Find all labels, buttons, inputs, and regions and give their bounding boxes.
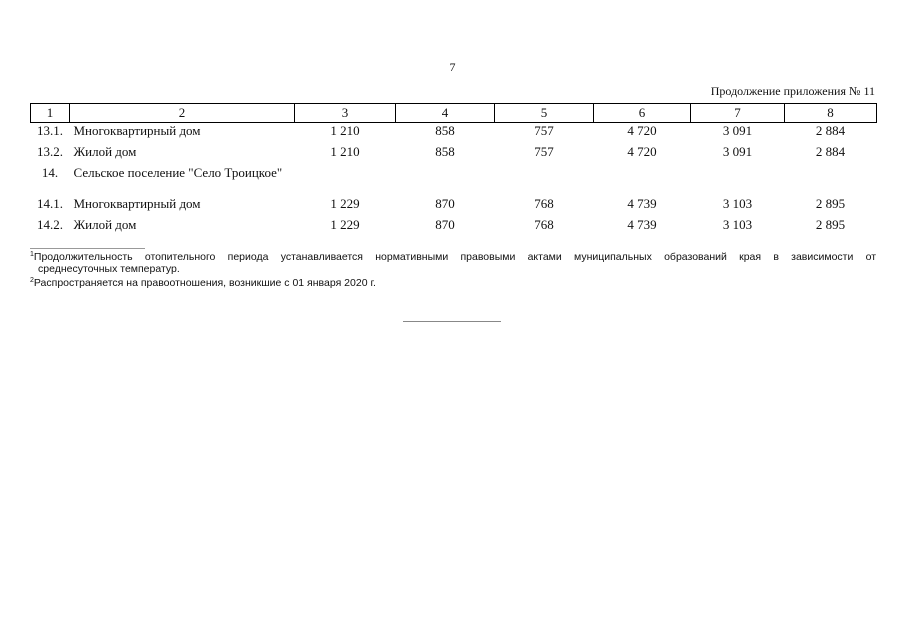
page-number: 7 bbox=[449, 60, 456, 74]
table-cell: 1 229 bbox=[330, 196, 360, 211]
table-cell: 1 210 bbox=[330, 144, 360, 159]
table-cell: 858 bbox=[435, 144, 455, 159]
footnote-marker: 1 bbox=[30, 251, 34, 258]
table-row bbox=[31, 196, 877, 217]
row-name: Многоквартирный дом bbox=[73, 123, 201, 138]
table-cell: 3 091 bbox=[722, 144, 753, 159]
footnote-2-text: Распространяется на правоотношения, возникшие с 01 января 2020 г. bbox=[33, 277, 376, 289]
table-cell bbox=[785, 165, 877, 196]
column-header: 3 bbox=[295, 104, 396, 123]
table-cell: 757 bbox=[534, 144, 554, 159]
table-cell: 768 bbox=[534, 217, 554, 232]
table-cell bbox=[295, 165, 396, 196]
footnote-2 bbox=[30, 277, 876, 289]
table-cell: 870 bbox=[435, 217, 455, 232]
table-cell: 2 884 bbox=[815, 123, 846, 138]
row-code: 14.2. bbox=[37, 217, 63, 232]
table-cell: 3 103 bbox=[722, 196, 753, 211]
table-header-row bbox=[31, 104, 877, 123]
row-code: 14. bbox=[41, 165, 59, 180]
table-cell bbox=[495, 165, 594, 196]
table-cell bbox=[691, 165, 785, 196]
column-header: 1 bbox=[31, 104, 70, 123]
column-header: 8 bbox=[785, 104, 877, 123]
row-code: 13.1. bbox=[37, 123, 63, 138]
column-header: 4 bbox=[396, 104, 495, 123]
row-name: Многоквартирный дом bbox=[73, 196, 201, 211]
table-cell: 4 739 bbox=[627, 196, 657, 211]
row-name: Жилой дом bbox=[73, 217, 137, 232]
continuation-label: Продолжение приложения № 11 bbox=[710, 84, 875, 98]
table-cell: 858 bbox=[435, 123, 455, 138]
footnote-1 bbox=[30, 251, 876, 263]
row-code: 13.2. bbox=[37, 144, 63, 159]
table-cell: 2 884 bbox=[815, 144, 846, 159]
table-cell: 870 bbox=[435, 196, 455, 211]
column-header: 7 bbox=[691, 104, 785, 123]
table-cell: 3 103 bbox=[722, 217, 753, 232]
table-row bbox=[31, 123, 877, 145]
footnotes bbox=[30, 251, 876, 289]
table-cell: 4 720 bbox=[627, 123, 657, 138]
table-cell: 1 229 bbox=[330, 217, 360, 232]
footnote-marker: 2 bbox=[30, 277, 34, 284]
table-row bbox=[31, 217, 877, 238]
table-cell: 3 091 bbox=[722, 123, 753, 138]
table-cell bbox=[594, 165, 691, 196]
table-cell: 757 bbox=[534, 123, 554, 138]
row-name: Сельское поселение "Село Троицкое" bbox=[73, 165, 283, 180]
table-row bbox=[31, 144, 877, 165]
table-cell bbox=[396, 165, 495, 196]
column-header: 2 bbox=[70, 104, 295, 123]
table-row-section bbox=[31, 165, 877, 196]
table-cell: 2 895 bbox=[815, 217, 846, 232]
footnote-divider bbox=[30, 248, 145, 249]
footnote-1-continuation: среднесуточных температур. bbox=[38, 263, 180, 275]
row-name: Жилой дом bbox=[73, 144, 137, 159]
table-cell: 4 739 bbox=[627, 217, 657, 232]
footnote-1-text: Продолжительность отопительного периода устанавливается нормативными правовыми актами муниципальных образований края в зависимости от bbox=[33, 251, 876, 263]
end-divider bbox=[403, 321, 501, 322]
table-cell: 768 bbox=[534, 196, 554, 211]
row-code: 14.1. bbox=[37, 196, 63, 211]
table-cell: 1 210 bbox=[330, 123, 360, 138]
table-cell: 2 895 bbox=[815, 196, 846, 211]
column-header: 5 bbox=[495, 104, 594, 123]
column-header: 6 bbox=[594, 104, 691, 123]
table-cell: 4 720 bbox=[627, 144, 657, 159]
tariff-table bbox=[30, 103, 877, 238]
